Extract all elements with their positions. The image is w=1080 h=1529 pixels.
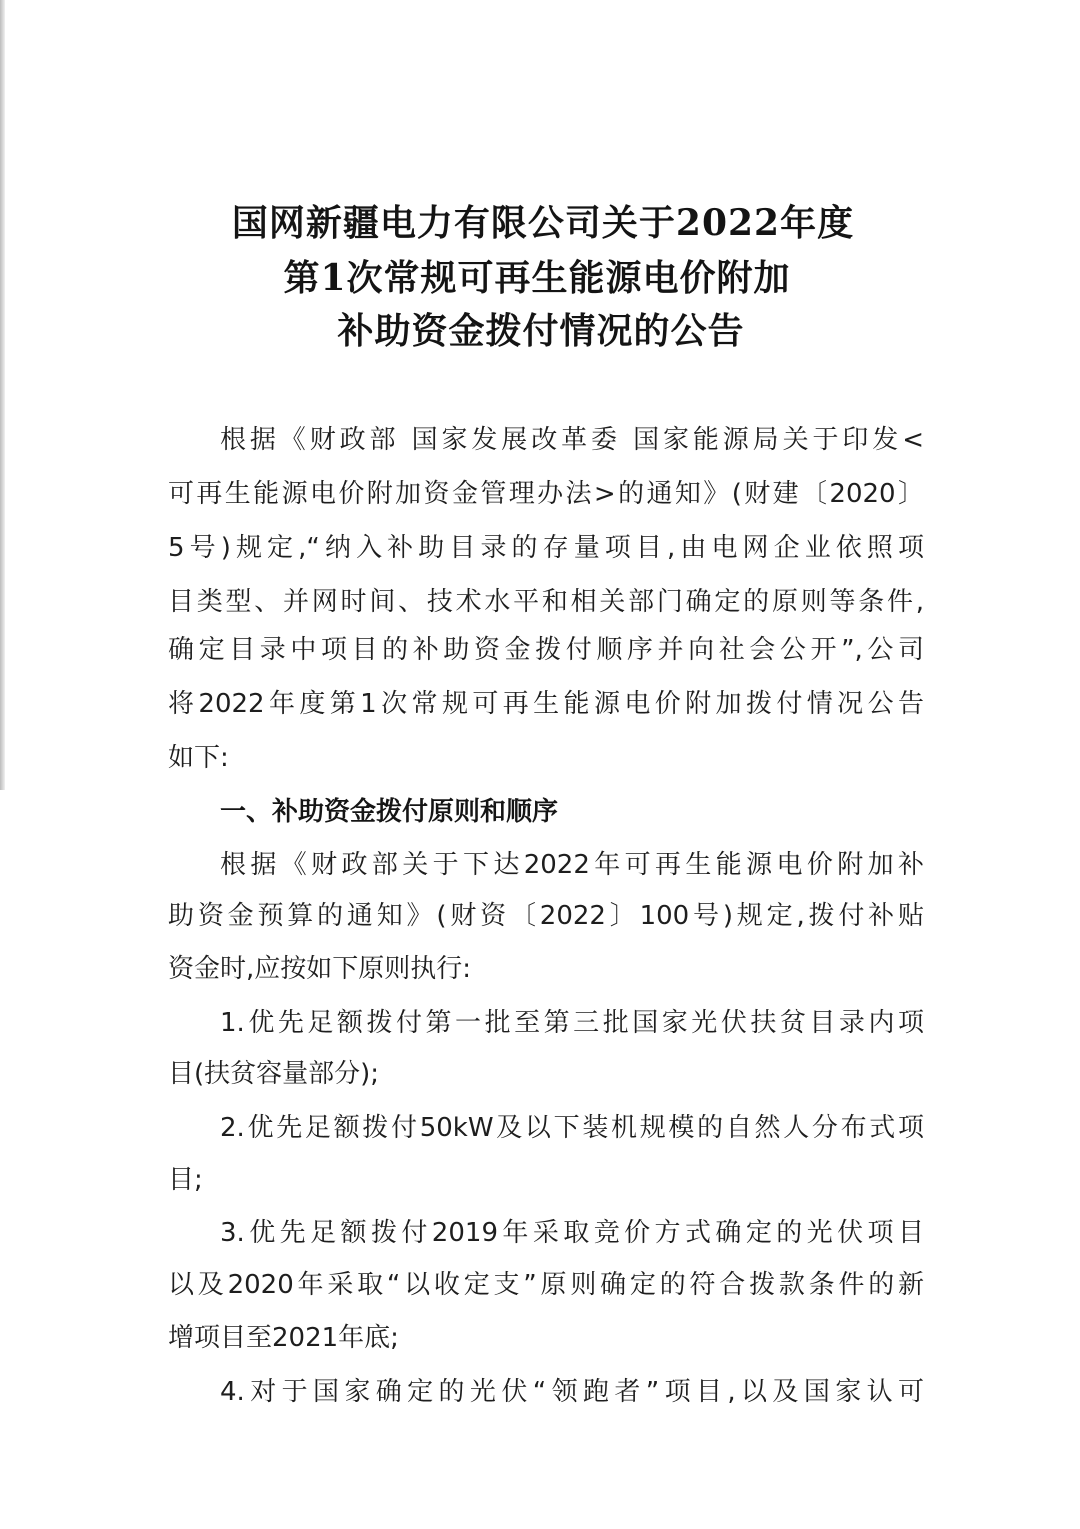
intro-line: 根据《财政部 国家发展改革委 国家能源局关于印发< [220,425,924,455]
title-line-1: 国网新疆电力有限公司关于2022年度 [231,202,855,244]
scan-edge-shadow [0,0,5,790]
title-line-3: 补助资金拨付情况的公告 [337,310,745,352]
list-item-3-line: 增项目至2021年底; [168,1323,399,1353]
intro-line: 5号)规定,“纳入补助目录的存量项目,由电网企业依照项 [168,533,924,563]
list-item-1-line: 目(扶贫容量部分); [168,1059,380,1089]
list-item-2-line: 目; [168,1165,203,1195]
section-heading: 一、补助资金拨付原则和顺序 [220,797,559,827]
section-paragraph-line: 助资金预算的通知》(财资〔2022〕100号)规定,拨付补贴 [168,901,924,931]
list-item-3-line: 3.优先足额拨付2019年采取竞价方式确定的光伏项目 [220,1218,924,1248]
intro-line: 目类型、并网时间、技术水平和相关部门确定的原则等条件, [168,587,924,617]
list-item-4-line: 4.对于国家确定的光伏“领跑者”项目,以及国家认可 [220,1377,924,1407]
title-line-2: 第1次常规可再生能源电价附加 [283,257,791,299]
section-paragraph-line: 根据《财政部关于下达2022年可再生能源电价附加补 [220,850,924,880]
list-item-3-line: 以及2020年采取“以收定支”原则确定的符合拨款条件的新 [168,1270,924,1300]
list-item-1-line: 1.优先足额拨付第一批至第三批国家光伏扶贫目录内项 [220,1008,924,1038]
intro-line: 确定目录中项目的补助资金拨付顺序并向社会公开”,公司 [168,635,924,665]
section-paragraph-line: 资金时,应按如下原则执行: [168,954,472,984]
intro-line: 将2022年度第1次常规可再生能源电价附加拨付情况公告 [168,689,924,719]
list-item-2-line: 2.优先足额拨付50kW及以下装机规模的自然人分布式项 [220,1113,924,1143]
intro-line: 如下: [168,743,229,773]
intro-line: 可再生能源电价附加资金管理办法>的通知》(财建〔2020〕 [168,479,924,509]
